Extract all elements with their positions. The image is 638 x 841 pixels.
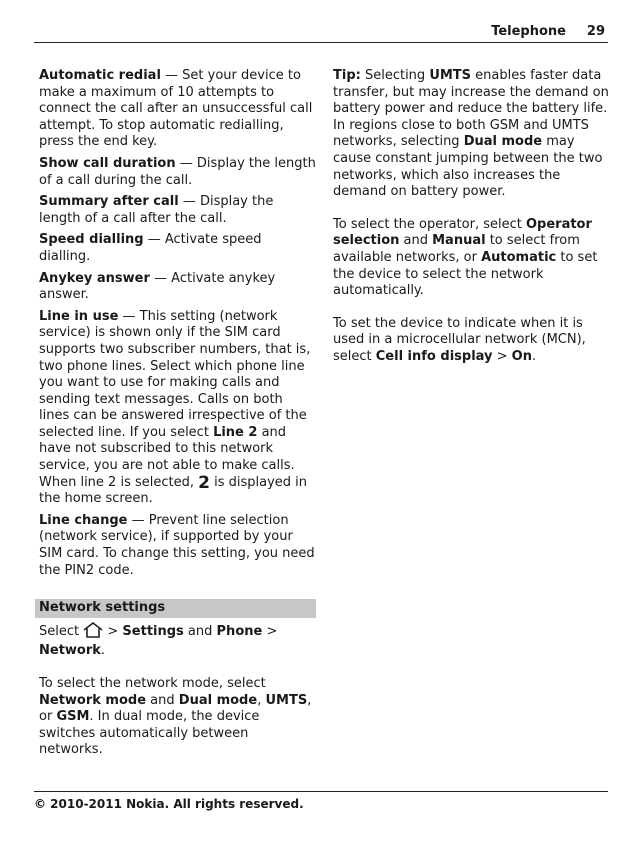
automatic-redial-entry xyxy=(39,68,316,151)
anykey-answer-entry xyxy=(39,271,316,304)
line-2-option: Line 2 xyxy=(213,424,258,440)
mcn-text-1: To set the device to indicate when it is used in a microcellular network (MCN), select xyxy=(333,315,586,364)
line-2-icon: 2 xyxy=(198,472,210,493)
summary-after-call-desc: — Display the length of a call after the call. xyxy=(39,194,274,226)
period: . xyxy=(100,643,106,659)
tip-text-3: may cause constant jumping between the two networks, which also increases the demand on battery power. xyxy=(333,134,603,200)
speed-dialling-desc: — Activate speed dialling. xyxy=(39,232,262,264)
speed-dialling-entry xyxy=(39,232,316,265)
line-change-desc: — Prevent line selection (network service), if supported by your SIM card. To change this setting, you need the PIN2 code. xyxy=(39,512,315,578)
and-text: and xyxy=(183,623,217,639)
network-mode-paragraph xyxy=(39,676,316,759)
tip-label: Tip: xyxy=(333,68,361,83)
network-mode-and: and xyxy=(146,692,179,708)
show-call-duration-term: Show call duration xyxy=(39,155,176,171)
operator-and: and xyxy=(399,233,433,249)
speed-dialling-term: Speed dialling xyxy=(39,232,144,248)
show-call-duration-desc: — Display the length of a call during the call. xyxy=(39,155,316,188)
dual-mode-option: Dual mode xyxy=(178,692,258,708)
home-icon xyxy=(83,622,103,644)
mcn-paragraph xyxy=(333,316,609,366)
line-change-term: Line change xyxy=(39,512,128,528)
operator-paragraph xyxy=(333,217,609,300)
tip-dual-mode-option: Dual mode xyxy=(463,134,543,150)
phone-option: Phone xyxy=(216,623,263,639)
automatic-redial-term: Automatic redial xyxy=(39,68,161,83)
copyright-text: © 2010-2011 Nokia. All rights reserved. xyxy=(34,797,304,811)
tip-paragraph xyxy=(333,68,609,201)
line-in-use-entry xyxy=(39,309,316,508)
line-change-entry xyxy=(39,513,316,579)
line-in-use-desc-1: — This setting (network service) is shown only if the SIM card supports two subscriber numbers, that is, two phone lines. Select which phone line you want to use for making calls and sending text messages. Calls on both lines can be answered irrespective of the selected line. If you select xyxy=(39,308,311,440)
anykey-answer-term: Anykey answer xyxy=(39,270,150,286)
line-in-use-term: Line in use xyxy=(39,308,119,324)
tip-umts-option: UMTS xyxy=(429,68,472,83)
on-option: On xyxy=(511,348,532,364)
network-settings-heading: Network settings xyxy=(35,599,316,618)
umts-option: UMTS xyxy=(265,692,308,708)
network-mode-or: , or xyxy=(39,692,312,725)
operator-text-1: To select the operator, select xyxy=(333,216,526,232)
network-mode-comma: , xyxy=(257,692,266,708)
settings-option: Settings xyxy=(122,623,184,639)
operator-selection-option: Operator selection xyxy=(333,216,592,249)
summary-after-call-term: Summary after call xyxy=(39,194,179,210)
mcn-sep: > xyxy=(492,348,512,364)
select-path xyxy=(39,622,316,660)
page-header xyxy=(34,22,608,43)
left-column xyxy=(39,68,316,764)
summary-after-call-entry xyxy=(39,194,316,227)
section-title: Telephone xyxy=(491,24,566,39)
show-call-duration-entry xyxy=(39,156,316,189)
network-option: Network xyxy=(39,643,101,659)
anykey-answer-desc: — Activate anykey answer. xyxy=(39,270,276,303)
line-in-use-desc-3: is displayed in the home screen. xyxy=(39,474,308,507)
operator-text-3: to set the device to select the network automatically. xyxy=(333,249,598,299)
network-mode-option: Network mode xyxy=(39,692,147,708)
tip-text-2: enables faster data transfer, but may increase the demand on battery power and reduce the battery life. In regions close to both GSM and UMTS networks, selecting xyxy=(333,68,609,150)
automatic-option: Automatic xyxy=(481,249,557,265)
network-mode-text-1: To select the network mode, select xyxy=(39,676,266,691)
gsm-option: GSM xyxy=(56,709,90,725)
path-sep-2: > xyxy=(262,623,278,639)
mcn-period: . xyxy=(531,348,537,364)
cell-info-display-option: Cell info display xyxy=(375,348,493,364)
select-text: Select xyxy=(39,623,84,639)
page-number: 29 xyxy=(586,24,605,39)
line-in-use-desc-2: and have not subscribed to this network service, you are not able to make calls. When line 2 is selected, xyxy=(39,424,295,490)
page-footer xyxy=(34,791,608,811)
operator-text-2: to select from available networks, or xyxy=(333,233,580,265)
tip-text-1: Selecting xyxy=(360,68,430,83)
network-mode-text-2: . In dual mode, the device switches automatically between networks. xyxy=(39,709,260,758)
right-column xyxy=(333,68,609,371)
automatic-redial-desc: — Set your device to make a maximum of 10 attempts to connect the call after an unsuccessful call attempt. To stop automatic redialling, press the end key. xyxy=(39,68,313,150)
path-sep-1: > xyxy=(103,623,123,639)
manual-option: Manual xyxy=(432,233,486,249)
